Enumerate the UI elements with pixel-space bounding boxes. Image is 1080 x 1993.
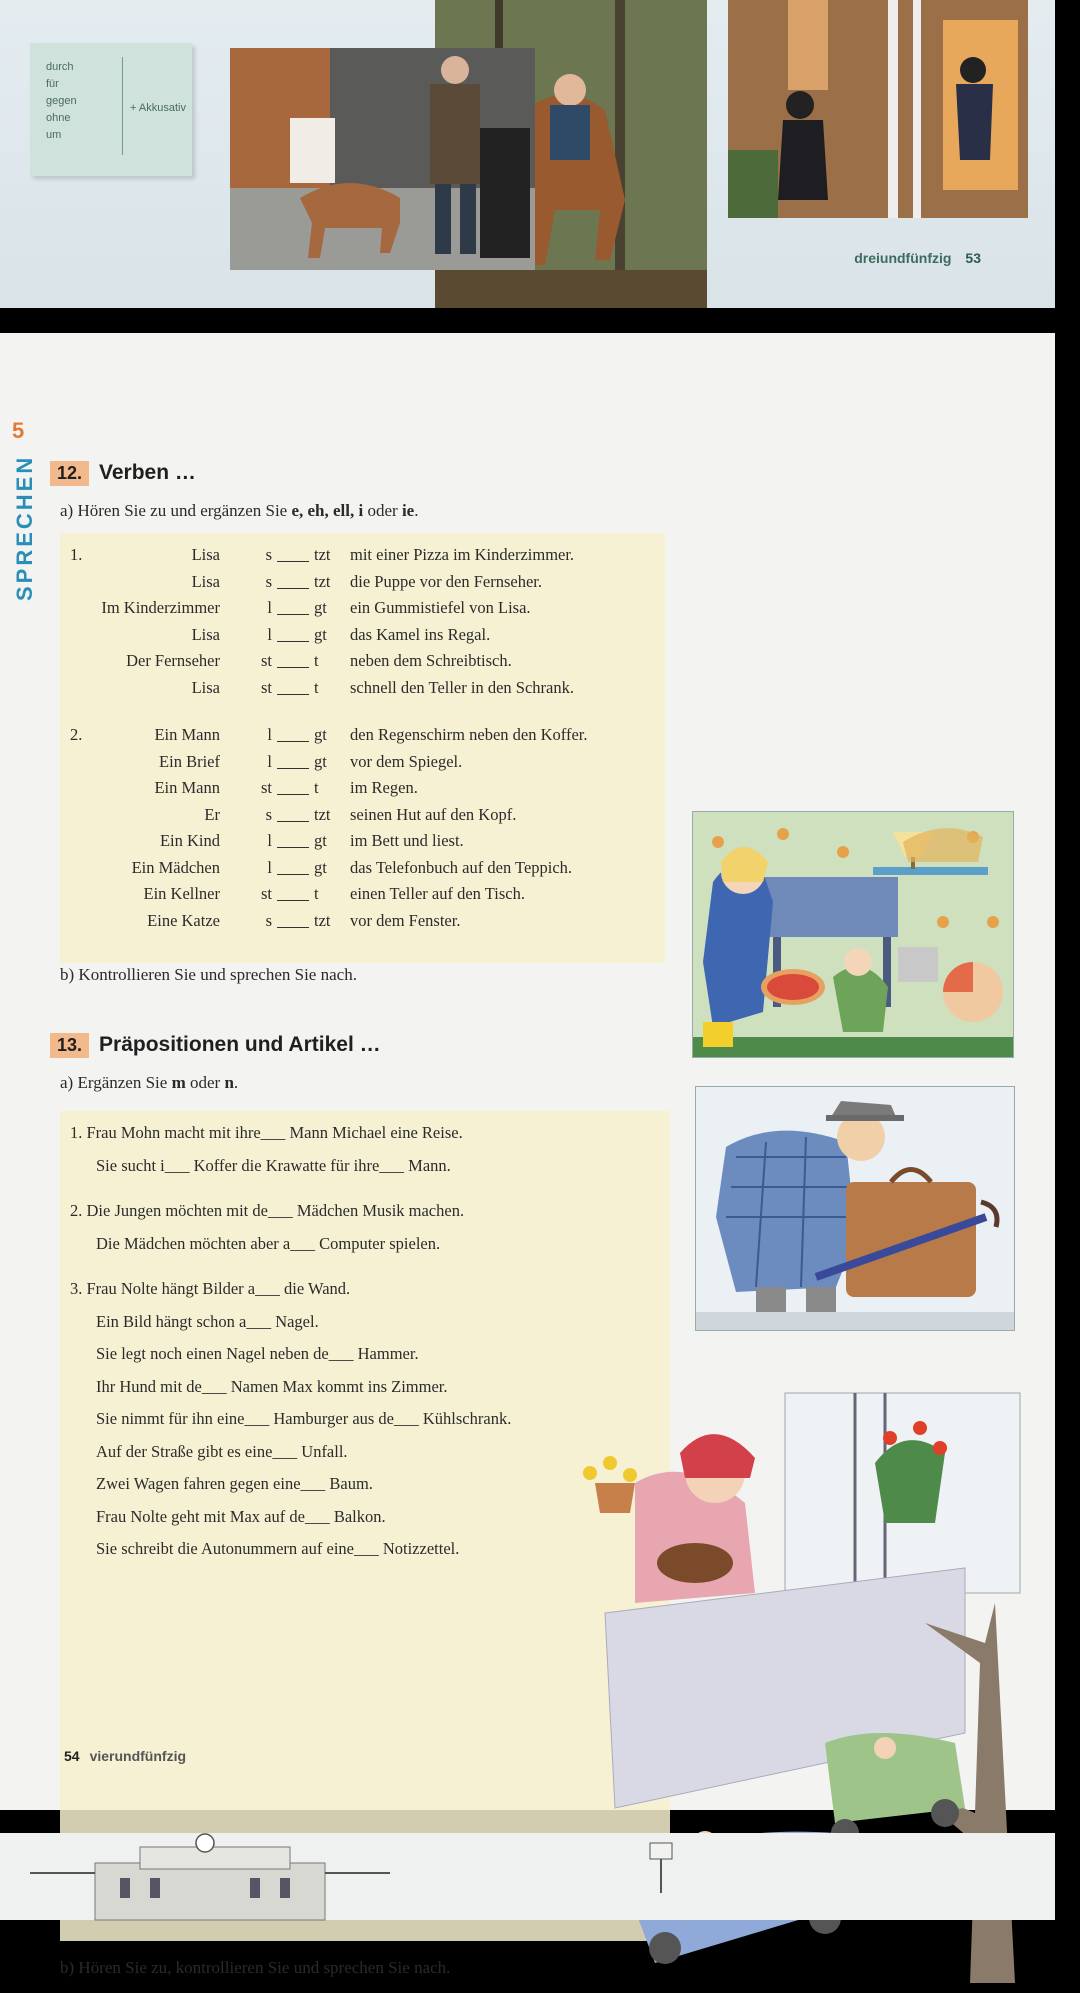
- instruction-letters: ie: [401, 501, 415, 520]
- instruction-a: [60, 501, 418, 521]
- verb-ending: t: [314, 677, 319, 697]
- illustration-girl-with-pizza: [692, 811, 1014, 1058]
- row-rest: seinen Hut auf den Kopf.: [350, 804, 517, 824]
- verb-ending: gt: [314, 725, 327, 744]
- exercise-13-line: Ein Bild hängt schon a___ Nagel.: [96, 1312, 319, 1331]
- answer-blank[interactable]: [277, 754, 309, 769]
- row-subject: Lisa: [191, 571, 220, 591]
- exercise-13-line: 2. Die Jungen möchten mit de___ Mädchen Musik machen.: [70, 1201, 465, 1220]
- row-subject: Eine Katze: [147, 910, 220, 930]
- exercise-12-row: [70, 831, 670, 853]
- exercise-number: 12.: [50, 461, 89, 486]
- answer-blank[interactable]: [277, 833, 309, 848]
- page-54: [0, 333, 1055, 1977]
- row-rest: das Telefonbuch auf den Teppich.: [350, 857, 573, 877]
- exercise-12-row: [70, 884, 670, 906]
- instruction-letters: n: [224, 1073, 234, 1092]
- case-label: + Akkusativ: [130, 102, 186, 114]
- preposition-list: [46, 59, 77, 144]
- preposition: um: [46, 129, 62, 141]
- exercise-13-line: Sie schreibt die Autonummern auf eine___ Notizzettel.: [96, 1539, 460, 1558]
- answer-blank[interactable]: [277, 886, 309, 901]
- row-rest: im Regen.: [350, 778, 418, 797]
- verb-ending: t: [314, 884, 319, 903]
- verb-stem: l: [267, 725, 272, 744]
- exercise-12-row: [70, 651, 670, 673]
- instruction-text: a) Hören Sie zu und ergänzen Sie: [60, 501, 292, 520]
- verb-stem: s: [265, 571, 272, 591]
- illustration-man-with-suitcase: [695, 1086, 1015, 1331]
- verb-ending: tzt: [314, 545, 331, 564]
- preposition: ohne: [46, 112, 71, 124]
- divider: [122, 57, 123, 155]
- answer-blank[interactable]: [277, 627, 309, 642]
- exercise-13-line: Sie nimmt für ihn eine___ Hamburger aus de___ Kühlschrank.: [96, 1409, 512, 1428]
- instruction-letters: m: [171, 1073, 186, 1092]
- row-subject: Ein Mädchen: [131, 857, 220, 877]
- item-number: 1.: [70, 545, 83, 564]
- verb-ending: gt: [314, 598, 327, 617]
- verb-ending: gt: [314, 857, 327, 877]
- row-rest: vor dem Fenster.: [350, 910, 461, 930]
- instruction-text: .: [233, 1073, 239, 1092]
- instruction-b: b) Hören Sie zu, kontrollieren Sie und sprechen Sie nach.: [60, 1958, 451, 1977]
- row-subject: Ein Kind: [159, 831, 220, 850]
- exercise-12-row: [70, 678, 670, 700]
- verb-stem: s: [265, 545, 272, 564]
- page-word: vierundfünfzig: [89, 1748, 187, 1764]
- photo-man-with-dog: [230, 48, 535, 270]
- verb-stem: s: [265, 804, 272, 824]
- row-subject: Ein Kellner: [143, 884, 220, 903]
- exercise-12-row: [70, 725, 670, 747]
- verb-stem: l: [267, 751, 272, 771]
- instruction-text: .: [414, 501, 419, 520]
- row-subject: Lisa: [191, 545, 220, 564]
- section-label: SPRECHEN: [12, 454, 37, 601]
- page-53: [0, 0, 1055, 308]
- instruction-a: [60, 1073, 238, 1093]
- instruction-text: a) Ergänzen Sie: [60, 1073, 172, 1092]
- exercise-12-row: [70, 572, 670, 594]
- row-subject: Lisa: [191, 677, 220, 697]
- exercise-13-line: Zwei Wagen fahren gegen eine___ Baum.: [96, 1474, 373, 1493]
- answer-blank[interactable]: [277, 860, 309, 875]
- answer-blank[interactable]: [277, 913, 309, 928]
- exercise-12-row: [70, 858, 670, 880]
- exercise-13-line: 1. Frau Mohn macht mit ihre___ Mann Michael eine Reise.: [70, 1123, 463, 1142]
- preposition-box: [30, 43, 192, 176]
- row-rest: mit einer Pizza im Kinderzimmer.: [350, 545, 575, 564]
- preposition: durch: [46, 61, 74, 73]
- verb-stem: st: [260, 778, 272, 797]
- verb-stem: st: [260, 651, 272, 670]
- verb-ending: tzt: [314, 571, 331, 591]
- verb-ending: gt: [314, 751, 327, 771]
- verb-stem: l: [267, 831, 272, 850]
- exercise-title: Verben …: [99, 461, 196, 484]
- exercise-13-heading: [50, 1033, 381, 1058]
- exercise-12-row: [70, 598, 670, 620]
- answer-blank[interactable]: [277, 653, 309, 668]
- verb-stem: st: [260, 884, 272, 903]
- instruction-text: oder: [363, 501, 402, 520]
- page-number: 53: [965, 250, 981, 266]
- verb-ending: t: [314, 778, 319, 797]
- page-footer: [64, 1748, 186, 1764]
- row-subject: Er: [204, 804, 220, 824]
- answer-blank[interactable]: [277, 600, 309, 615]
- verb-ending: tzt: [314, 804, 331, 824]
- row-rest: vor dem Spiegel.: [350, 751, 463, 771]
- instruction-text: oder: [185, 1073, 225, 1092]
- exercise-13-line: Die Mädchen möchten aber a___ Computer spielen.: [96, 1234, 441, 1253]
- answer-blank[interactable]: [277, 547, 309, 562]
- row-subject: Ein Mann: [154, 725, 220, 744]
- exercise-number: 13.: [50, 1033, 89, 1058]
- answer-blank[interactable]: [277, 727, 309, 742]
- exercise-13-line: Auf der Straße gibt es eine___ Unfall.: [96, 1442, 348, 1461]
- answer-blank[interactable]: [277, 807, 309, 822]
- exercise-12-row: [70, 805, 670, 827]
- verb-ending: gt: [314, 624, 327, 644]
- photo-burglars: [728, 0, 1028, 218]
- verb-stem: l: [267, 598, 272, 617]
- exercise-13-line: Sie sucht i___ Koffer die Krawatte für ihre___ Mann.: [96, 1156, 451, 1175]
- row-rest: einen Teller auf den Tisch.: [350, 884, 525, 903]
- exercise-12-heading: [50, 461, 196, 486]
- exercise-12-row: [70, 545, 670, 567]
- page-word: dreiundfünfzig: [854, 250, 952, 266]
- verb-ending: gt: [314, 831, 327, 850]
- verb-ending: t: [314, 651, 319, 670]
- row-rest: im Bett und liest.: [350, 831, 464, 850]
- instruction-b: b) Kontrollieren Sie und sprechen Sie nach.: [60, 965, 357, 984]
- verb-stem: l: [267, 624, 272, 644]
- page-55: [0, 1833, 1055, 1920]
- exercise-13-line: 3. Frau Nolte hängt Bilder a___ die Wand.: [70, 1279, 351, 1298]
- exercise-13-line: Frau Nolte geht mit Max auf de___ Balkon.: [96, 1507, 386, 1526]
- row-subject: Ein Brief: [159, 751, 220, 771]
- exercise-12-row: [70, 625, 670, 647]
- row-subject: Ein Mann: [154, 778, 220, 797]
- verb-stem: s: [265, 910, 272, 930]
- preposition: für: [46, 78, 59, 90]
- answer-blank[interactable]: [277, 574, 309, 589]
- row-subject: Im Kinderzimmer: [101, 598, 220, 617]
- page-number: 54: [64, 1748, 80, 1764]
- exercise-13-line: Sie legt noch einen Nagel neben de___ Hammer.: [96, 1344, 419, 1363]
- verb-stem: st: [260, 677, 272, 697]
- exercise-12-row: [70, 778, 670, 800]
- item-number: 2.: [70, 725, 83, 744]
- exercise-13-line: Ihr Hund mit de___ Namen Max kommt ins Zimmer.: [96, 1377, 448, 1396]
- exercise-12-row: [70, 911, 670, 933]
- illustration-train-station: [0, 1833, 1055, 1920]
- exercise-12-row: [70, 752, 670, 774]
- preposition: gegen: [46, 95, 77, 107]
- row-subject: Lisa: [191, 624, 220, 644]
- row-rest: neben dem Schreibtisch.: [350, 651, 512, 670]
- row-rest: die Puppe vor den Fernseher.: [350, 571, 542, 591]
- row-rest: schnell den Teller in den Schrank.: [350, 677, 574, 697]
- row-rest: den Regenschirm neben den Koffer.: [350, 725, 588, 744]
- answer-blank[interactable]: [277, 780, 309, 795]
- answer-blank[interactable]: [277, 680, 309, 695]
- row-rest: das Kamel ins Regal.: [350, 624, 491, 644]
- exercise-title: Präpositionen und Artikel …: [99, 1033, 381, 1056]
- row-rest: ein Gummistiefel von Lisa.: [350, 598, 531, 617]
- verb-stem: l: [267, 857, 272, 877]
- page-footer: [854, 250, 981, 266]
- instruction-letters: e, eh, ell, i: [291, 501, 364, 520]
- verb-ending: tzt: [314, 910, 331, 930]
- row-subject: Der Fernseher: [126, 651, 220, 670]
- section-number: 5: [12, 418, 25, 443]
